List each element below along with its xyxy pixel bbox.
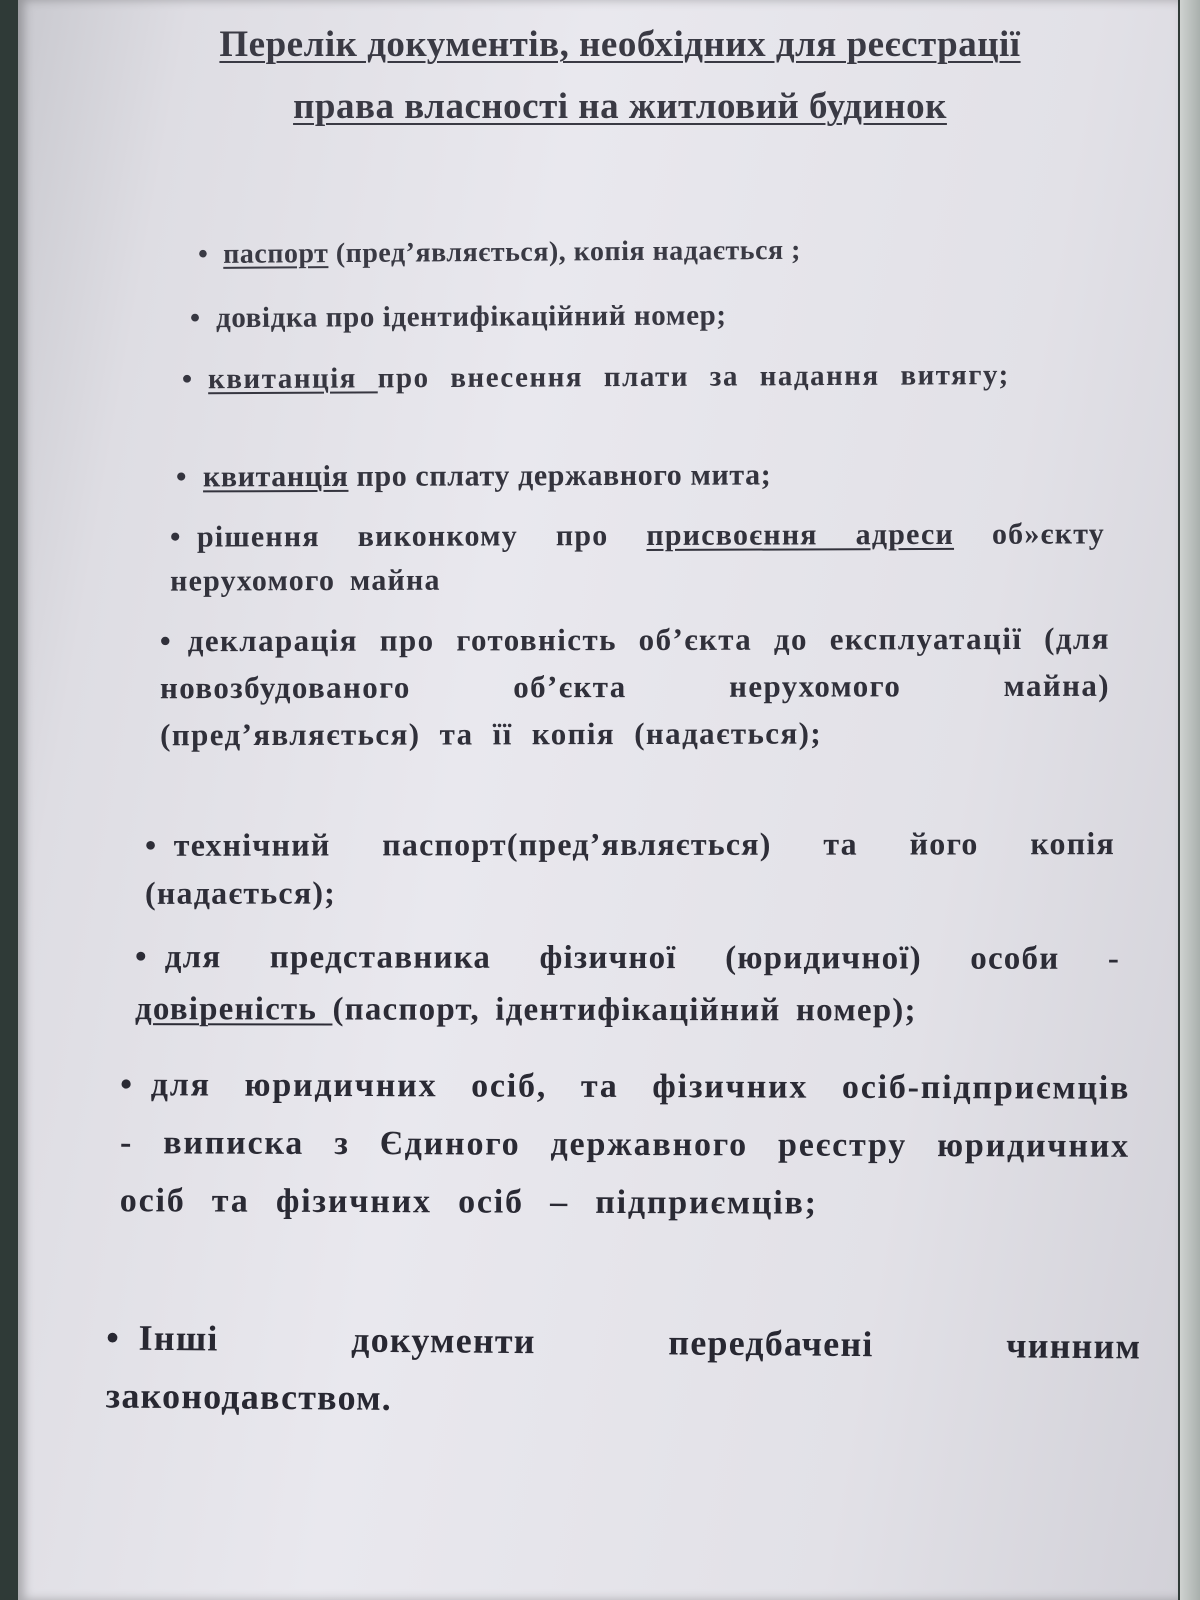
list-item bbox=[198, 229, 1058, 275]
list-item bbox=[120, 1056, 1131, 1234]
underlined-term: присвоєння адреси bbox=[646, 517, 955, 552]
bullet-icon: • bbox=[120, 1066, 134, 1104]
bullet-icon: • bbox=[197, 238, 209, 271]
bullet-icon: • bbox=[106, 1317, 121, 1358]
list-item bbox=[182, 353, 1092, 402]
underlined-term: квитанція bbox=[202, 459, 349, 494]
bullet-icon: • bbox=[135, 939, 148, 976]
list-item bbox=[176, 453, 1036, 498]
bullet-icon: • bbox=[189, 302, 201, 335]
item-text: Інші документи передбачені чинним законодавством. bbox=[105, 1317, 1142, 1418]
background-edge bbox=[1180, 0, 1200, 1600]
underlined-term: квитанція bbox=[208, 362, 378, 396]
item-text: довідка про ідентифікаційний номер; bbox=[216, 299, 727, 335]
item-text: для юридичних осіб, та фізичних осіб-підприємців - виписка з Єдиного державного реєстру юридичних осіб та фізичних осіб – підприємців; bbox=[119, 1066, 1131, 1222]
item-text: про сплату державного мита; bbox=[348, 458, 772, 493]
item-text: декларація про готовність об’єкта до експлуатації (для новозбудованого об’єкта нерухомого майна) (пред’являється) та її копія (надається); bbox=[159, 620, 1111, 753]
list-item bbox=[106, 1308, 1142, 1433]
bullet-icon: • bbox=[169, 520, 182, 554]
list-item bbox=[170, 512, 1105, 603]
list-item bbox=[135, 931, 1120, 1037]
item-text: (пред’являється), копія надається ; bbox=[328, 234, 802, 270]
item-text: рішення виконкому про bbox=[196, 518, 647, 554]
item-text: об»єкту нерухомого майна bbox=[170, 517, 1105, 598]
item-text: технічний паспорт(пред’являється) та його копія (надається); bbox=[145, 825, 1115, 911]
item-text: (паспорт, ідентифікаційний номер); bbox=[332, 991, 917, 1029]
list-item bbox=[160, 615, 1110, 758]
underlined-term: паспорт bbox=[223, 238, 329, 270]
bullet-icon: • bbox=[144, 826, 158, 863]
bullet-icon: • bbox=[175, 460, 188, 494]
item-text: для представника фізичної (юридичної) особи - bbox=[164, 939, 1121, 977]
document-title: Перелік документів, необхідних для реєстрації права власності на житловий будинок bbox=[219, 24, 1021, 127]
bullet-icon: • bbox=[159, 623, 173, 659]
list-item bbox=[190, 294, 1050, 339]
item-text: про внесення плати за надання витягу; bbox=[377, 359, 1010, 395]
list-item bbox=[145, 819, 1115, 917]
bullet-icon: • bbox=[181, 363, 194, 396]
underlined-term: довіреність bbox=[134, 991, 333, 1028]
